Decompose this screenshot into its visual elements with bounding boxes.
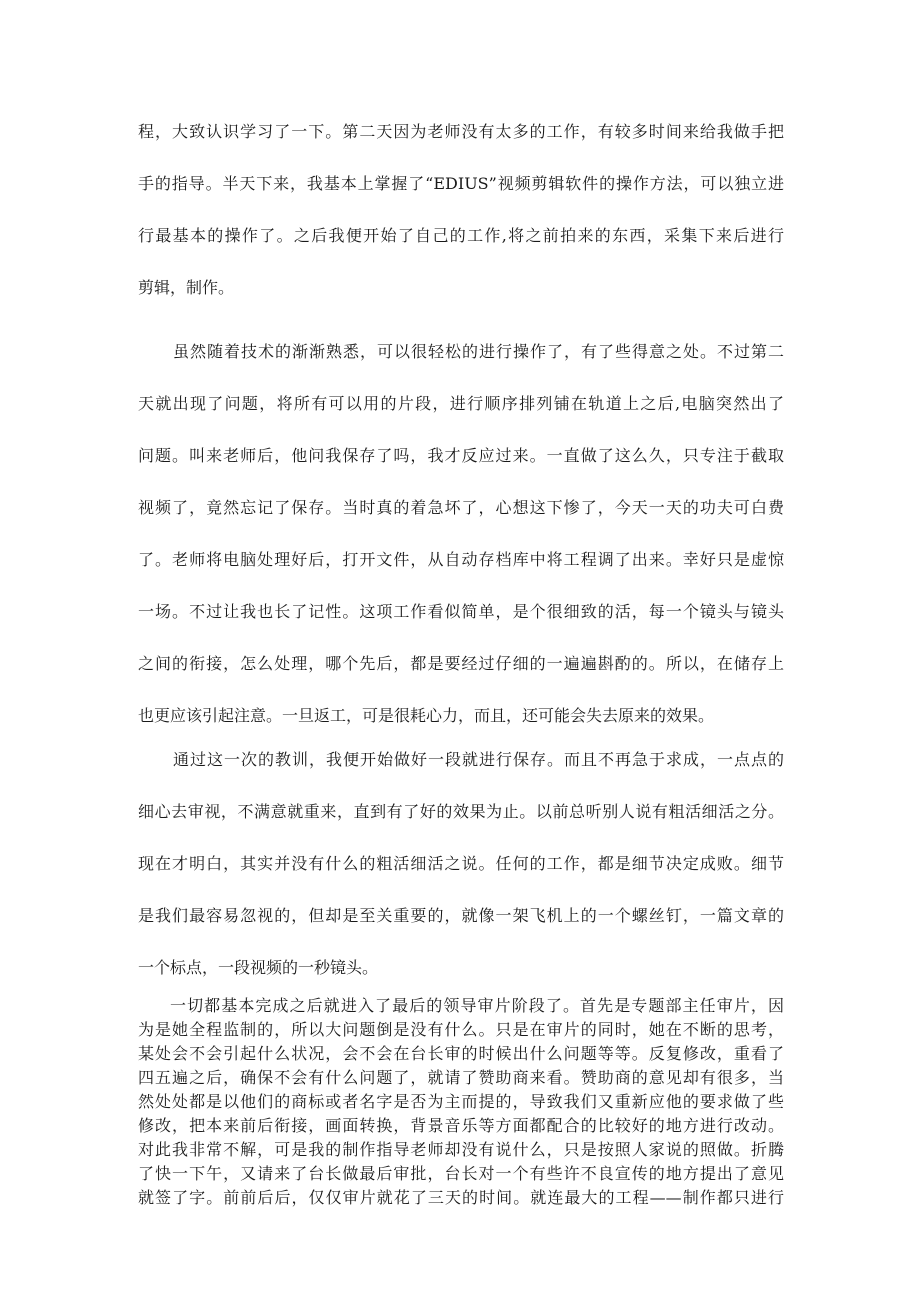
text-line: 然处处都是以他们的商标或者名字是否为主而提的，导致我们又重新应他的要求做了些 xyxy=(138,1092,784,1111)
text-line: 四五遍之后，确保不会有什么问题了，就请了赞助商来看。赞助商的意见却有很多，当 xyxy=(138,1068,784,1087)
text-line: 行最基本的操作了。之后我便开始了自己的工作,将之前拍来的东西，采集下来后进行 xyxy=(138,226,784,245)
text-line: 就签了字。前前后后，仅仅审片就花了三天的时间。就连最大的工程——制作都只进行 xyxy=(138,1188,784,1207)
paragraph-2 xyxy=(138,336,784,752)
text-line: 为是她全程监制的，所以大问题倒是没有什么。只是在审片的同时，她在不断的思考， xyxy=(138,1020,784,1039)
text-line: 修改，把本来前后衔接，画面转换，背景音乐等方面都配合的比较好的地方进行改动。 xyxy=(138,1116,784,1135)
paragraph-1 xyxy=(138,116,784,324)
text-line: 之间的衔接，怎么处理，哪个先后，都是要经过仔细的一遍遍斟酌的。所以，在储存上 xyxy=(138,654,784,673)
text-line: 细心去审视，不满意就重来，直到有了好的效果为止。以前总听别人说有粗活细活之分。 xyxy=(138,802,784,821)
text-line: 一场。不过让我也长了记性。这项工作看似简单，是个很细致的活，每一个镜头与镜头 xyxy=(138,602,784,621)
text-line: 程，大致认识学习了一下。第二天因为老师没有太多的工作，有较多时间来给我做手把 xyxy=(138,122,784,141)
text-line: 了。老师将电脑处理好后，打开文件，从自动存档库中将工程调了出来。幸好只是虚惊 xyxy=(138,550,784,569)
text-line: 虽然随着技术的渐渐熟悉，可以很轻松的进行操作了，有了些得意之处。不过第二 xyxy=(173,342,784,361)
text-line: 是我们最容易忽视的，但却是至关重要的，就像一架飞机上的一个螺丝钉，一篇文章的 xyxy=(138,906,784,925)
text-line: 通过这一次的教训，我便开始做好一段就进行保存。而且不再急于求成，一点点的 xyxy=(173,750,784,769)
text-line: 剪辑，制作。 xyxy=(138,278,235,297)
text-line: 了快一下午，又请来了台长做最后审批，台长对一个有些许不良宣传的地方提出了意见 xyxy=(138,1164,784,1183)
paragraph-3 xyxy=(138,744,784,1004)
text-line: 手的指导。半天下来，我基本上掌握了“EDIUS”视频剪辑软件的操作方法，可以独立进 xyxy=(138,174,784,193)
text-line: 对此我非常不解，可是我的制作指导老师却没有说什么，只是按照人家说的照做。折腾 xyxy=(138,1140,784,1159)
text-line: 视频了，竟然忘记了保存。当时真的着急坏了，心想这下惨了，今天一天的功夫可白费 xyxy=(138,498,784,517)
paragraph-4 xyxy=(138,994,784,1210)
text-line: 一切都基本完成之后就进入了最后的领导审片阶段了。首先是专题部主任审片，因 xyxy=(170,996,784,1015)
text-line: 也更应该引起注意。一旦返工，可是很耗心力，而且，还可能会失去原来的效果。 xyxy=(138,706,715,725)
text-line: 现在才明白，其实并没有什么的粗活细活之说。任何的工作，都是细节决定成败。细节 xyxy=(138,854,784,873)
text-line: 某处会不会引起什么状况，会不会在台长审的时候出什么问题等等。反复修改，重看了 xyxy=(138,1044,784,1063)
text-line: 天就出现了问题，将所有可以用的片段，进行顺序排列铺在轨道上之后,电脑突然出了 xyxy=(138,394,784,413)
text-line: 一个标点，一段视频的一秒镜头。 xyxy=(138,958,379,977)
text-line: 问题。叫来老师后，他问我保存了吗，我才反应过来。一直做了这么久，只专注于截取 xyxy=(138,446,784,465)
